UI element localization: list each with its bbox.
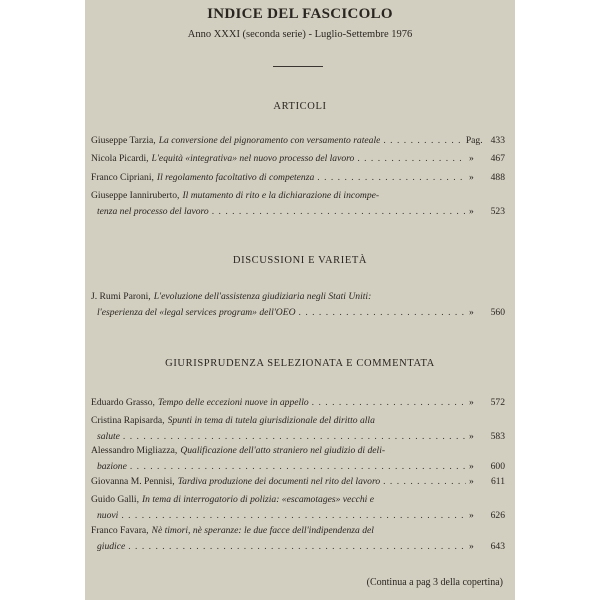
entry-title: Qualificazione dell'atto straniero nel giudizio di deli- xyxy=(180,445,386,456)
index-entry xyxy=(91,151,505,167)
entry-page: 583 xyxy=(490,431,505,442)
entry-page: 467 xyxy=(490,153,505,164)
entry-title: Tempo delle eccezioni nuove in appello xyxy=(157,397,309,408)
entry-author: Franco Cipriani, xyxy=(91,172,154,183)
entry-page: 600 xyxy=(490,461,505,472)
ditto-mark: » xyxy=(469,476,474,487)
issue-subtitle: Anno XXXI (seconda serie) - Luglio-Settembre 1976 xyxy=(187,29,413,40)
leader-dots xyxy=(312,395,466,411)
leader-dots xyxy=(357,151,466,167)
entry-author: Giovanna M. Pennisi, xyxy=(91,476,175,487)
index-entry xyxy=(91,170,505,186)
index-entry xyxy=(91,133,505,149)
index-page xyxy=(85,0,515,600)
index-entry xyxy=(91,474,505,490)
entry-title-continued: tenza nel processo del lavoro xyxy=(97,206,209,217)
entry-author: Giuseppe Tarzia, xyxy=(91,135,156,146)
entry-page: 560 xyxy=(490,307,505,318)
leader-dots xyxy=(383,133,462,149)
index-entry xyxy=(91,289,505,321)
ditto-mark: » xyxy=(469,397,474,408)
ditto-mark: » xyxy=(469,172,474,183)
section-heading-discussioni: DISCUSSIONI E VARIETÀ xyxy=(232,255,368,266)
entry-title: L'equità «integrativa» nel nuovo processo del lavoro xyxy=(151,153,355,164)
entry-title: In tema di interrogatorio di polizia: «escamotages» vecchi e xyxy=(141,494,374,505)
entry-title-continued: l'esperienza del «legal services program» dell'OEO xyxy=(97,307,296,318)
entry-title-continued: salute xyxy=(97,431,120,442)
entry-author: Nicola Picardi, xyxy=(91,153,149,164)
entry-author: Guido Galli, xyxy=(91,494,139,505)
index-entry xyxy=(91,443,505,475)
leader-dots xyxy=(128,539,466,555)
ditto-mark: » xyxy=(469,431,474,442)
leader-dots xyxy=(121,508,466,524)
entry-title-continued: bazione xyxy=(97,461,127,472)
index-entry xyxy=(91,492,505,524)
entry-page: 572 xyxy=(490,397,505,408)
header-divider xyxy=(273,66,323,67)
entry-author: Cristina Rapisarda, xyxy=(91,415,165,426)
ditto-mark: » xyxy=(469,461,474,472)
section-heading-articoli: ARTICOLI xyxy=(273,101,327,112)
entry-title: Il regolamento facoltativo di competenza xyxy=(156,172,315,183)
entry-title: Il mutamento di rito e la dichiarazione di incompe- xyxy=(182,190,380,201)
entry-title-continued: nuovi xyxy=(97,510,119,521)
entry-author: Giuseppe Iannirubertο, xyxy=(91,190,180,201)
entry-title: L'evoluzione dell'assistenza giudiziaria negli Stati Uniti: xyxy=(153,291,372,302)
leader-dots xyxy=(212,204,466,220)
entry-author: Eduardo Grasso, xyxy=(91,397,155,408)
index-entry xyxy=(91,523,505,555)
entry-title: La conversione del pignoramento con versamento rateale xyxy=(158,135,381,146)
leader-dots xyxy=(383,474,466,490)
ditto-mark: » xyxy=(469,541,474,552)
continuation-note: (Continua a pag 3 della copertina) xyxy=(366,577,503,588)
entry-page: 643 xyxy=(490,541,505,552)
index-entry xyxy=(91,395,505,411)
leader-dots xyxy=(299,305,466,321)
entry-author: Franco Favara, xyxy=(91,525,149,536)
index-entry xyxy=(91,188,505,220)
entry-author: J. Rumi Paroni, xyxy=(91,291,151,302)
ditto-mark: » xyxy=(469,153,474,164)
entry-title-continued: giudice xyxy=(97,541,126,552)
section-heading-giurisprudenza: GIURISPRUDENZA SELEZIONATA E COMMENTATA xyxy=(165,358,435,369)
page-title: INDICE DEL FASCICOLO xyxy=(207,6,393,22)
entry-page: 488 xyxy=(490,172,505,183)
entry-title: Tardiva produzione dei documenti nel rito del lavoro xyxy=(177,476,381,487)
entry-author: Alessandro Migliazza, xyxy=(91,445,178,456)
entry-title: Spunti in tema di tutela giurisdizionale del diritto alla xyxy=(167,415,375,426)
index-entry xyxy=(91,413,505,445)
page-label: Pag. xyxy=(465,135,483,146)
ditto-mark: » xyxy=(469,307,474,318)
leader-dots xyxy=(317,170,466,186)
entry-title: Nè timori, nè speranze: le due facce dell'indipendenza del xyxy=(151,525,374,536)
ditto-mark: » xyxy=(469,510,474,521)
ditto-mark: » xyxy=(469,206,474,217)
entry-page: 611 xyxy=(490,476,505,487)
leader-dots xyxy=(130,459,466,475)
entry-page: 626 xyxy=(490,510,505,521)
entry-page: 523 xyxy=(490,206,505,217)
entry-page: 433 xyxy=(490,135,505,146)
